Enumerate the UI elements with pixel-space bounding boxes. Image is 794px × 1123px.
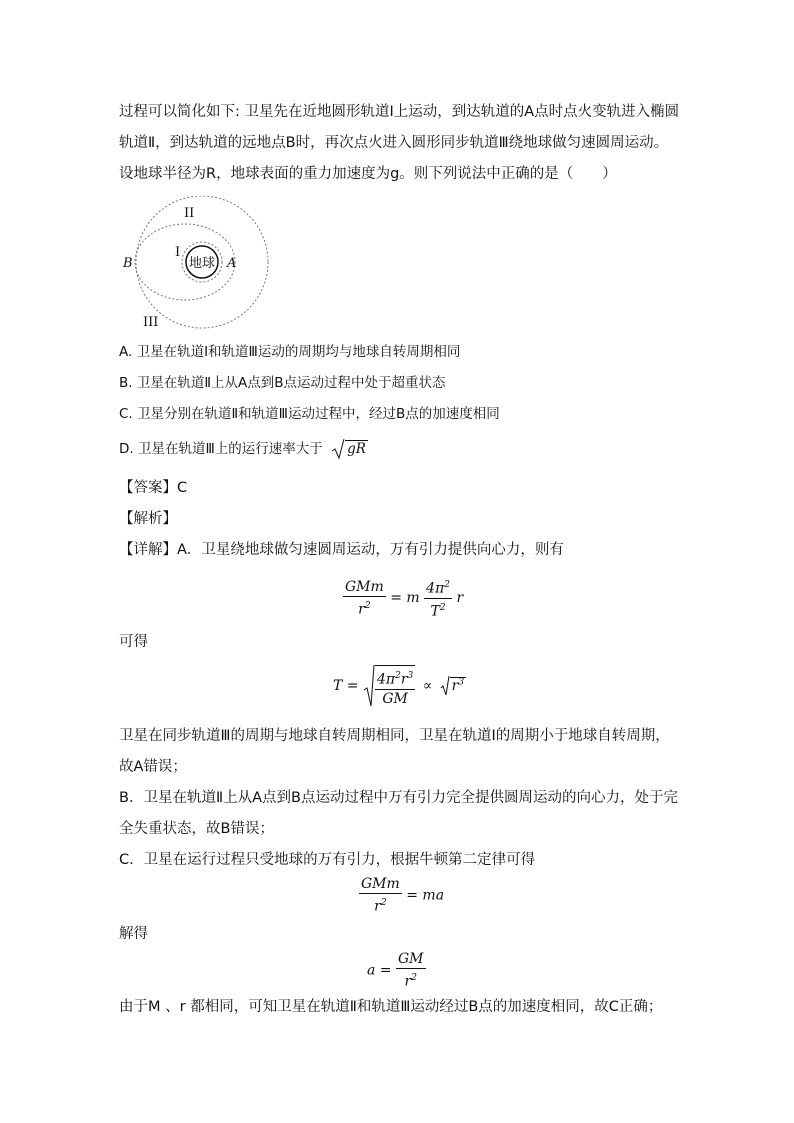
f3-frac: $\frac{\text{GMm}}{r^2}$	[361, 876, 400, 915]
intro-line-1: 过程可以简化如下: 卫星先在近地圆形轨道Ⅰ上运动，到达轨道的A点时点火变轨进入椭圆	[119, 104, 680, 120]
f2-prop: ∝	[422, 678, 433, 694]
sqrt-sign-icon	[331, 438, 345, 460]
f2-den: GM	[382, 690, 408, 707]
option-a: A. 卫星在轨道Ⅰ和轨道Ⅲ运动的周期均与地球自转周期相同	[119, 344, 461, 360]
analysis-title: 【解析】	[119, 511, 177, 527]
conclusion-a-1: 卫星在同步轨道Ⅲ的周期与地球自转周期相同，卫星在轨道Ⅰ的周期小于地球自转周期，	[119, 728, 670, 744]
f4-num: GM	[397, 951, 424, 967]
option-b: B. 卫星在轨道Ⅱ上从A点到B点运动过程中处于超重状态	[119, 375, 446, 391]
detail-a: 【详解】A．卫星绕地球做匀速圆周运动，万有引力提供向心力，则有	[119, 542, 564, 558]
label-III: III	[143, 315, 159, 330]
detail-b-1: B．卫星在轨道Ⅱ上从A点到B点运动过程中万有引力完全提供圆周运动的向心力，处于完	[119, 790, 678, 806]
formula-1-rhs: $\frac{4\pi^2}{T^2}$	[424, 577, 452, 619]
f2-sqrt-frac: $\frac{4\pi^2r^3}{GM}$	[375, 665, 415, 707]
f4-frac: $\frac{GM}{r^2}$	[397, 951, 424, 990]
f1-rhs-den: T	[430, 603, 440, 620]
intro-line-2: 轨道Ⅱ，到达轨道的远地点B时，再次点火进入圆形同步轨道Ⅲ绕地球做匀速圆周运动。	[119, 135, 669, 151]
f3-num: GMm	[361, 876, 400, 892]
formula-2: T = $\frac{4\pi^2r^3}{GM}$ ∝ $r^3$	[333, 664, 466, 708]
earth-label: 地球	[188, 256, 216, 271]
f1-rhs-num: 4π	[426, 580, 445, 597]
formula-1-lhs: $\frac{\text{GMm}}{r^2}$	[345, 578, 384, 618]
f1-eq: = m	[390, 590, 420, 607]
formula-4	[367, 951, 426, 990]
f1-tail: r	[456, 590, 464, 607]
formula-3	[359, 876, 444, 915]
orbit-II	[135, 224, 235, 300]
orbit-diagram	[119, 196, 279, 334]
final-line: 由于M 、r 都相同，可知卫星在轨道Ⅱ和轨道Ⅲ运动经过B点的加速度相同，故C正确；	[119, 999, 663, 1015]
kede-1: 可得	[119, 634, 148, 650]
label-B: B	[123, 256, 133, 271]
f3-rhs: = ma	[406, 887, 445, 904]
f2-root: r	[451, 678, 459, 695]
option-d-sqrt	[331, 438, 368, 460]
option-d	[119, 438, 368, 460]
option-c: C. 卫星分别在轨道Ⅱ和轨道Ⅲ运动过程中，经过B点的加速度相同	[119, 406, 500, 422]
option-d-text: D. 卫星在轨道Ⅲ上的运行速率大于	[119, 441, 323, 457]
answer-line: 【答案】C	[119, 480, 188, 496]
f4-lhs: a =	[367, 962, 392, 979]
jiede: 解得	[119, 926, 148, 942]
label-I: I	[175, 245, 181, 260]
f2-num: 4π	[376, 671, 396, 688]
detail-b-2: 全失重状态，故B错误；	[119, 821, 274, 837]
f2-lhs: T =	[333, 678, 359, 694]
f3-den: r	[374, 898, 381, 915]
sqrt-content: gR	[347, 441, 366, 457]
intro-line-3: 设地球半径为R，地球表面的重力加速度为g。则下列说法中正确的是（ ）	[119, 166, 617, 182]
detail-c: C．卫星在运行过程只受地球的万有引力，根据牛顿第二定律可得	[119, 852, 536, 868]
conclusion-a-2: 故A错误；	[119, 759, 187, 775]
label-A: A	[227, 256, 237, 271]
f2-sqrt-sign-icon	[363, 664, 375, 708]
label-II: II	[184, 206, 195, 221]
f2-root-sign-icon	[440, 675, 450, 697]
f4-den: r	[404, 973, 412, 990]
formula-1	[343, 577, 463, 619]
f1-lhs-num: GMm	[345, 578, 384, 595]
f1-lhs-den: r	[358, 601, 365, 618]
